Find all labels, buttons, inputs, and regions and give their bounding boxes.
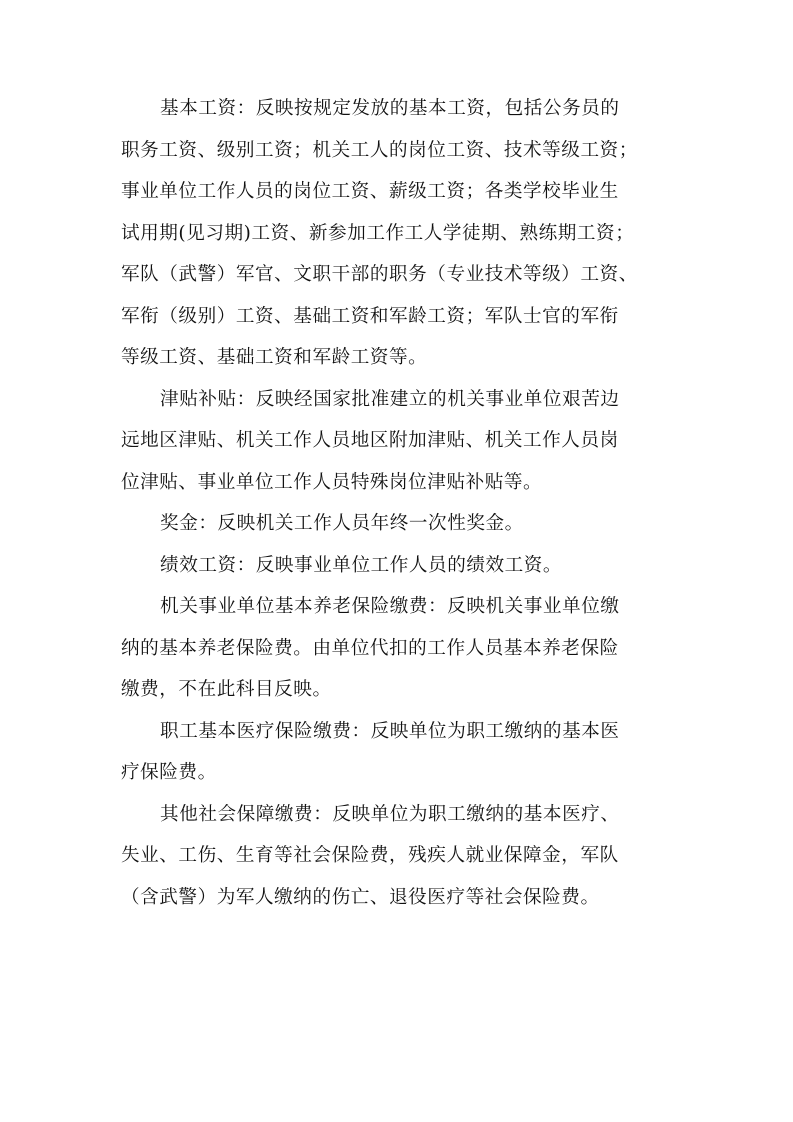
- text-line: 奖金：反映机关工作人员年终一次性奖金。: [160, 513, 524, 534]
- text-line: 绩效工资：反映事业单位工作人员的绩效工资。: [160, 554, 563, 576]
- text-line: 事业单位工作人员的岗位工资、薪级工资；各类学校毕业生: [121, 181, 619, 202]
- text-line: 军衔（级别）工资、基础工资和军龄工资；军队士官的军衔: [121, 305, 619, 327]
- paragraph-medical-insurance: [121, 711, 673, 794]
- text-line: 失业、工伤、生育等社会保险费，残疾人就业保障金，军队: [121, 845, 619, 866]
- text-line: 基本工资：反映按规定发放的基本工资，包括公务员的: [160, 98, 620, 119]
- text-line: 机关事业单位基本养老保险缴费：反映机关事业单位缴: [160, 596, 620, 617]
- text-line: 军队（武警）军官、文职干部的职务（专业技术等级）工资、: [121, 264, 638, 285]
- text-line: 试用期(见习期)工资、新参加工作工人学徒期、熟练期工资；: [121, 222, 635, 244]
- paragraph-pension-insurance: [121, 586, 673, 711]
- text-line: 职工基本医疗保险缴费：反映单位为职工缴纳的基本医: [160, 720, 620, 742]
- text-line: 纳的基本养老保险费。由单位代扣的工作人员基本养老保险: [121, 637, 619, 659]
- text-line: 远地区津贴、机关工作人员地区附加津贴、机关工作人员岗: [121, 430, 619, 451]
- text-line: 其他社会保障缴费：反映单位为职工缴纳的基本医疗、: [160, 803, 620, 825]
- paragraph-performance-pay: [121, 545, 673, 587]
- paragraph-allowances: [121, 379, 673, 504]
- text-line: 津贴补贴：反映经国家批准建立的机关事业单位艰苦边: [160, 388, 620, 410]
- paragraph-other-social-security: [121, 794, 673, 919]
- document-body: [121, 88, 673, 918]
- text-line: 等级工资、基础工资和军龄工资等。: [121, 347, 428, 368]
- text-line: 疗保险费。: [121, 762, 217, 783]
- text-line: 位津贴、事业单位工作人员特殊岗位津贴补贴等。: [121, 471, 543, 493]
- paragraph-basic-salary: [121, 88, 673, 379]
- paragraph-bonus: [121, 503, 673, 545]
- text-line: 职务工资、级别工资；机关工人的岗位工资、技术等级工资；: [121, 139, 638, 161]
- text-line: 缴费，不在此科目反映。: [121, 679, 332, 700]
- text-line: （含武警）为军人缴纳的伤亡、退役医疗等社会保险费。: [121, 886, 600, 908]
